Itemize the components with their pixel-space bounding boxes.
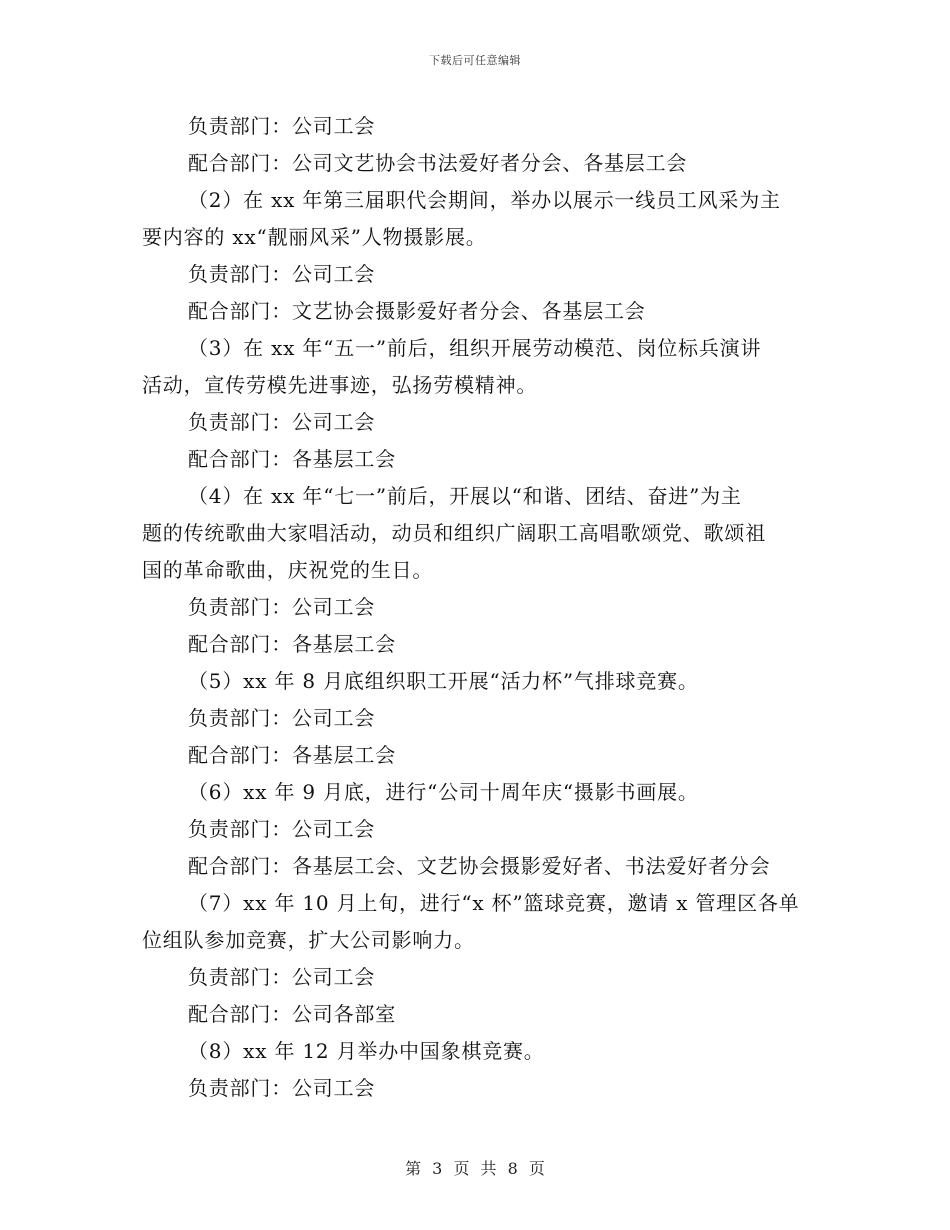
responsible-dept-line: 负责部门：公司工会 bbox=[188, 595, 376, 619]
item-2-continuation: 要内容的 xx“靓丽风采”人物摄影展。 bbox=[142, 225, 487, 249]
item-5-line: （5）xx 年 8 月底组织职工开展“活力杯”气排球竞赛。 bbox=[188, 669, 699, 693]
responsible-dept-line: 负责部门：公司工会 bbox=[188, 817, 376, 841]
cooperating-dept-line: 配合部门：各基层工会 bbox=[188, 632, 396, 656]
responsible-dept-line: 负责部门：公司工会 bbox=[188, 262, 376, 286]
item-3-continuation: 活动，宣传劳模先进事迹，弘扬劳模精神。 bbox=[142, 373, 538, 397]
responsible-dept-line: 负责部门：公司工会 bbox=[188, 965, 376, 989]
cooperating-dept-line: 配合部门：各基层工会 bbox=[188, 447, 396, 471]
item-4-continuation: 题的传统歌曲大家唱活动，动员和组织广阔职工高唱歌颂党、歌颂祖 bbox=[142, 521, 766, 545]
cooperating-dept-line: 配合部门：公司各部室 bbox=[188, 1002, 396, 1026]
item-7-line: （7）xx 年 10 月上旬，进行“x 杯”篮球竞赛，邀请 x 管理区各单 bbox=[188, 891, 800, 915]
item-6-line: （6）xx 年 9 月底，进行“公司十周年庆“摄影书画展。 bbox=[188, 780, 699, 804]
responsible-dept-line: 负责部门：公司工会 bbox=[188, 114, 376, 138]
responsible-dept-line: 负责部门：公司工会 bbox=[188, 410, 376, 434]
item-4-line: （4）在 xx 年“七一”前后，开展以“和谐、团结、奋进”为主 bbox=[188, 484, 742, 508]
cooperating-dept-line: 配合部门：公司文艺协会书法爱好者分会、各基层工会 bbox=[188, 151, 688, 175]
responsible-dept-line: 负责部门：公司工会 bbox=[188, 1076, 376, 1100]
page-number-footer: 第 3 页 共 8 页 bbox=[405, 1159, 545, 1178]
item-2-line: （2）在 xx 年第三届职代会期间，举办以展示一线员工风采为主 bbox=[188, 188, 781, 212]
cooperating-dept-line: 配合部门：各基层工会、文艺协会摄影爱好者、书法爱好者分会 bbox=[188, 854, 771, 878]
document-body bbox=[142, 108, 814, 1107]
item-3-line: （3）在 xx 年“五一”前后，组织开展劳动模范、岗位标兵演讲 bbox=[188, 336, 762, 360]
cooperating-dept-line: 配合部门：各基层工会 bbox=[188, 743, 396, 767]
responsible-dept-line: 负责部门：公司工会 bbox=[188, 706, 376, 730]
item-7-continuation: 位组队参加竞赛，扩大公司影响力。 bbox=[142, 928, 475, 952]
item-8-line: （8）xx 年 12 月举办中国象棋竞赛。 bbox=[188, 1039, 545, 1063]
item-4-continuation: 国的革命歌曲，庆祝党的生日。 bbox=[142, 558, 434, 582]
cooperating-dept-line: 配合部门：文艺协会摄影爱好者分会、各基层工会 bbox=[188, 299, 646, 323]
page-header: 下载后可任意编辑 bbox=[429, 54, 521, 67]
